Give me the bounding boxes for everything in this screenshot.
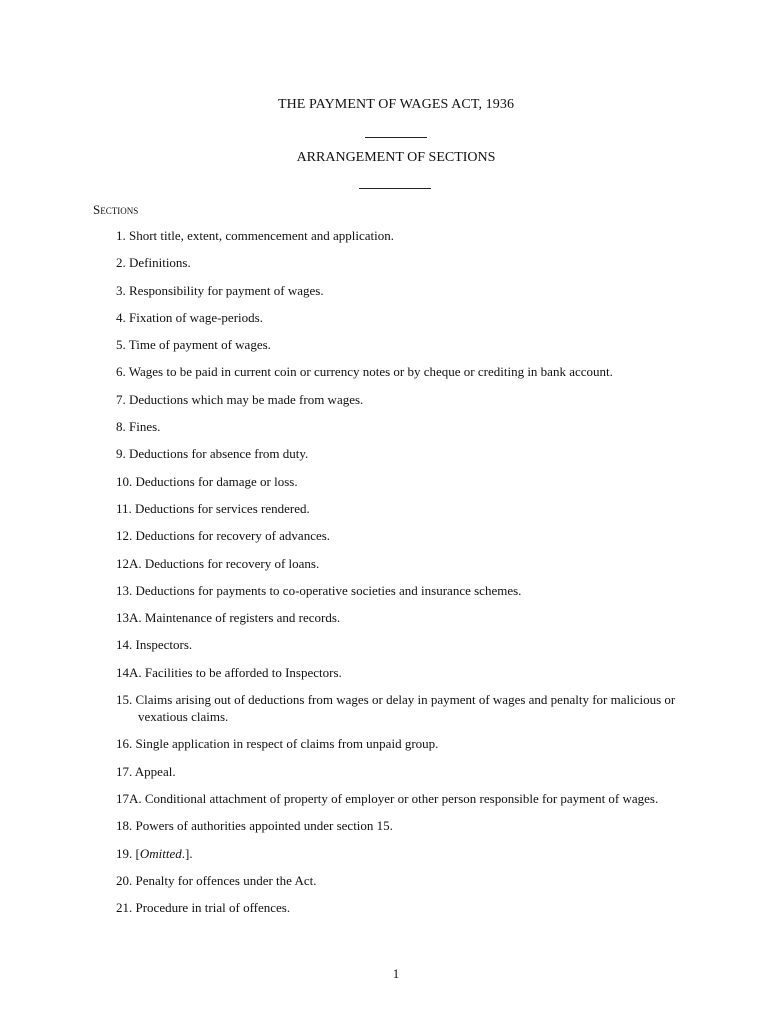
section-item: 3. Responsibility for payment of wages. xyxy=(116,282,324,298)
section-item: 13. Deductions for payments to co-operative societies and insurance schemes. xyxy=(116,582,522,598)
document-subtitle: ARRANGEMENT OF SECTIONS xyxy=(296,150,496,165)
section-suffix: .]. xyxy=(181,845,193,861)
section-item: 9. Deductions for absence from duty. xyxy=(116,446,309,462)
section-item: 21. Procedure in trial of offences. xyxy=(116,900,291,916)
section-item: 16. Single application in respect of claims from unpaid group. xyxy=(116,736,439,752)
section-item: 10. Deductions for damage or loss. xyxy=(116,473,298,489)
section-item: 4. Fixation of wage-periods. xyxy=(116,309,263,325)
sections-label: Sections xyxy=(93,202,139,217)
section-item: 1. Short title, extent, commencement and application. xyxy=(116,228,394,243)
section-item: 14A. Facilities to be afforded to Inspectors. xyxy=(116,664,342,680)
section-item: 6. Wages to be paid in current coin or currency notes or by cheque or crediting in bank account. xyxy=(116,364,613,380)
section-item: 17. Appeal. xyxy=(116,763,176,779)
section-item: 18. Powers of authorities appointed under section 15. xyxy=(116,818,393,834)
title-divider xyxy=(365,137,427,138)
sections-list xyxy=(116,227,686,926)
section-item: 2. Definitions. xyxy=(116,255,191,271)
section-item: 7. Deductions which may be made from wages. xyxy=(116,391,364,407)
section-omitted-italic: Omitted xyxy=(139,845,182,861)
section-item: 17A. Conditional attachment of property of employer or other person responsible for payment of wages. xyxy=(116,790,659,806)
section-item xyxy=(116,845,686,862)
section-item: 13A. Maintenance of registers and records. xyxy=(116,610,341,626)
section-item: 12. Deductions for recovery of advances. xyxy=(116,528,331,544)
section-item: 12A. Deductions for recovery of loans. xyxy=(116,555,320,571)
section-item: 14. Inspectors. xyxy=(116,637,193,653)
subtitle-divider xyxy=(359,188,431,189)
section-item: 8. Fines. xyxy=(116,419,161,435)
section-item: 11. Deductions for services rendered. xyxy=(116,500,310,516)
section-item: 20. Penalty for offences under the Act. xyxy=(116,872,317,888)
page-number: 1 xyxy=(392,966,400,981)
section-item: 15. Claims arising out of deductions from wages or delay in payment of wages and penalty for malicious or vexatious claims. xyxy=(116,692,676,725)
section-prefix: 19. [ xyxy=(116,845,140,861)
document-title: THE PAYMENT OF WAGES ACT, 1936 xyxy=(277,97,515,112)
section-item: 5. Time of payment of wages. xyxy=(116,337,271,353)
